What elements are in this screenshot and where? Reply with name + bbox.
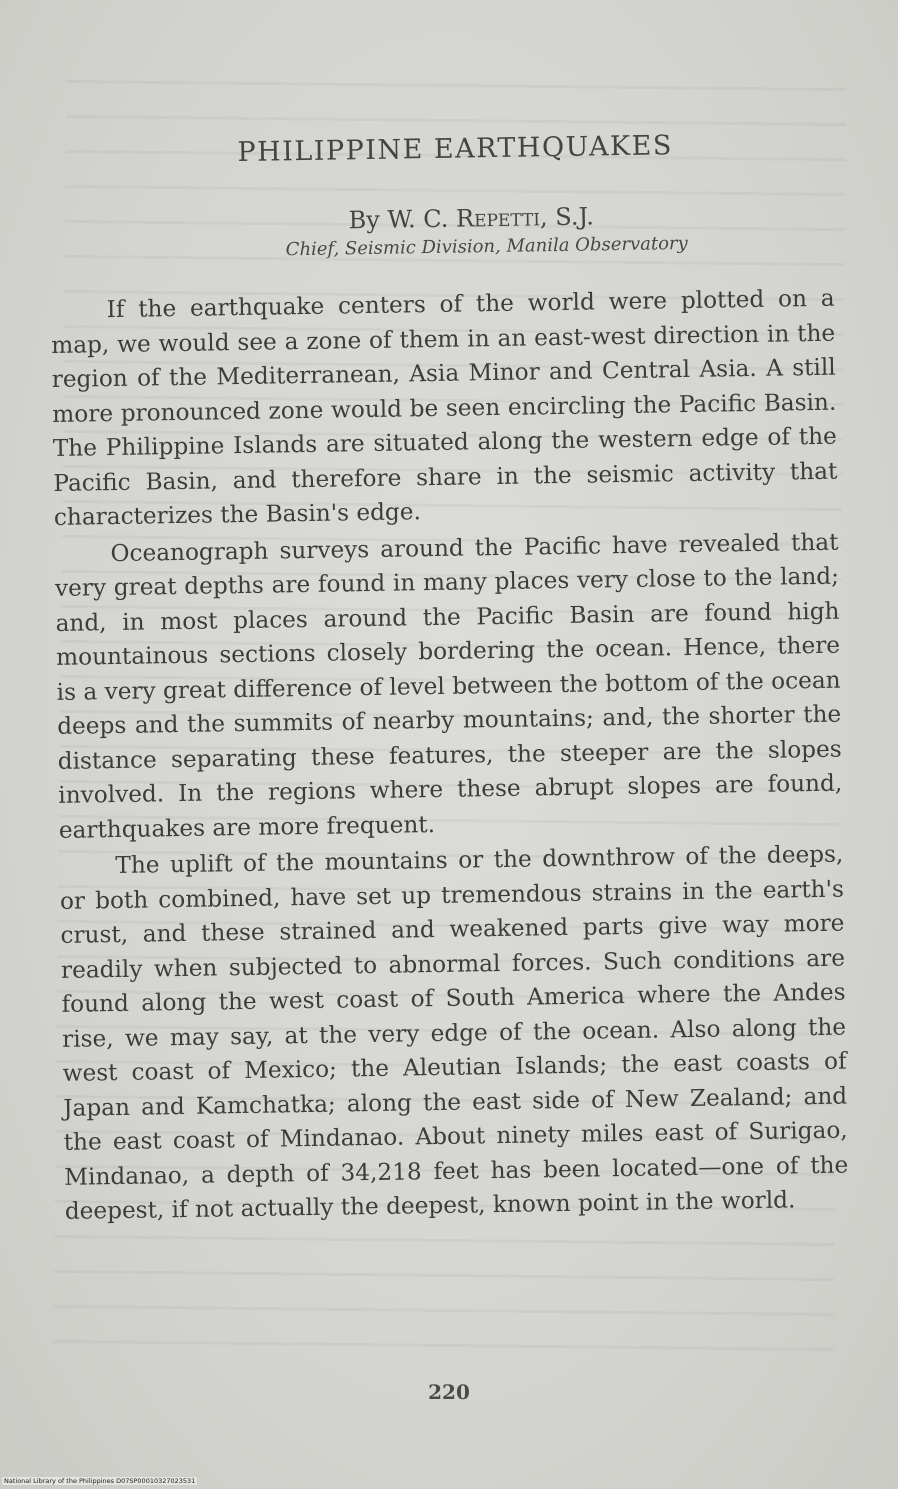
- author-name: W. C. Repetti, S.J.: [387, 202, 595, 234]
- article: [48, 128, 849, 1230]
- paragraph-2: Oceanograph surveys around the Pacific have revealed that very great depths are found in many places very close to the land; and, in most places around the Pacific Basin are found high mountainous sections closely bordering the ocean. Hence, there is a very great difference of level between the bottom of the ocean deeps and the summits of nearby mountains; and, the shorter the distance separating these features, the steeper are the slopes involved. In the regions where these abrupt slopes are found, earthquakes are more frequent.: [54, 528, 843, 844]
- byline-prefix: By: [348, 205, 381, 235]
- paragraph-3: The uplift of the mountains or the downthrow of the deeps, or both combined, have set up tremendous strains in the earth's crust, and these strained and weakened parts give way more readily when subjected to abnormal forces. Such conditions are found along the west coast of South America where the Andes rise, we may say, at the very edge of the ocean. Also along the west coast of Mexico; the Aleutian Islands; the east coasts of Japan and Kamchatka; along the east side of New Zealand; and the east coast of Mindanao. About ninety miles east of Surigao, Mindanao, a depth of 34,218 feet has been located—one of the deepest, if not actually the deepest, known point in the world.: [59, 840, 849, 1225]
- paragraph-1: If the earthquake centers of the world were plotted on a map, we would see a zone of them in an east-west direction in the region of the Mediterranean, Asia Minor and Central Asia. A still more pronounced zone would be seen encircling the Pacific Basin. The Philippine Islands are situated along the western edge of the Pacific Basin, and therefore share in the seismic activity that characterizes the Basin's edge.: [51, 284, 838, 531]
- author-affiliation: Chief, Seismic Division, Manila Observatory: [285, 232, 688, 261]
- article-title: PHILIPPINE EARTHQUAKES: [237, 130, 674, 169]
- page-number: 220: [428, 1380, 470, 1404]
- archive-footer: National Library of the Philippines D07SP00010327023531: [4, 1477, 196, 1485]
